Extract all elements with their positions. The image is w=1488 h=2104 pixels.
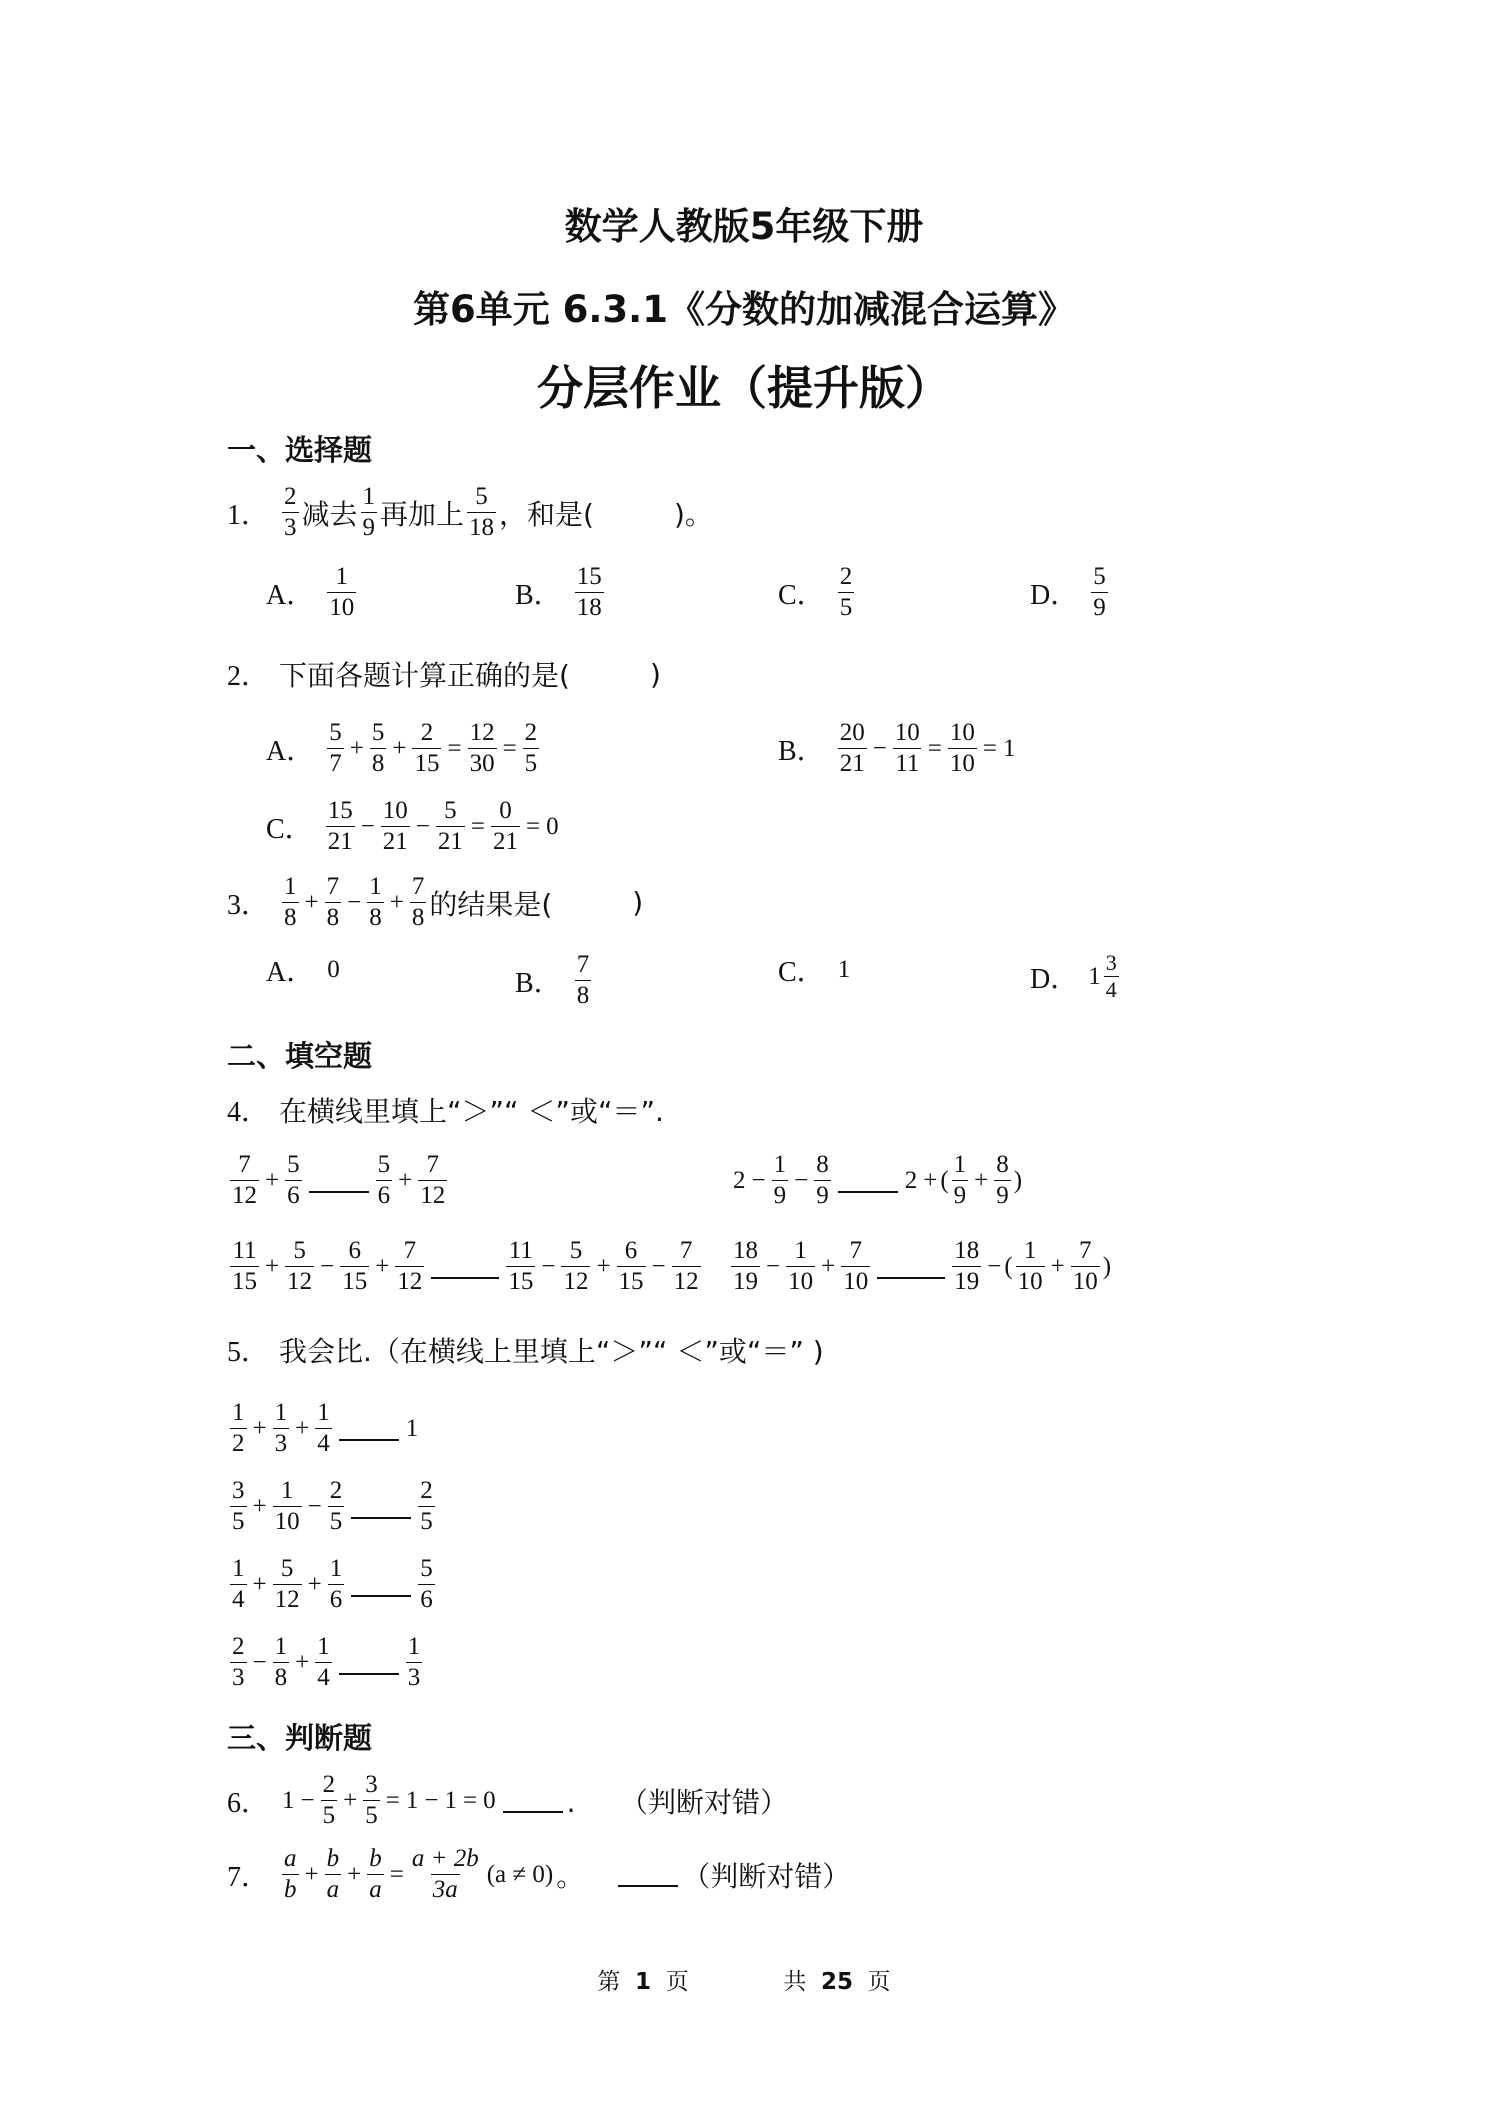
question-5: 5． 我会比.（在横线上里填上“＞”“ ＜”或“＝” ) xyxy=(227,1335,824,1368)
section-choice-heading: 一、选择题 xyxy=(227,433,373,467)
q4-blank-1[interactable] xyxy=(309,1169,369,1193)
q3-option-d[interactable]: D． 1 $\frac{3}{4}$ xyxy=(1030,950,1117,1002)
q3-option-a[interactable]: A． 0 xyxy=(266,956,340,988)
q5-row-3: $\frac{1}{4}$ + $\frac{5}{12}$ + $\frac{1}{6}$ $\frac{5}{6}$ xyxy=(232,1555,433,1613)
q4-row2-right: $\frac{18}{19}$ − $\frac{1}{10}$ + $\frac{7}{10}$ $\frac{18}{19}$ − ( $\frac{1}{10}$ + $\frac{7}{10}$ ) xyxy=(733,1237,1112,1295)
q1-option-b[interactable]: B． $\frac{15}{18}$ xyxy=(515,563,602,621)
q5-row-4: $\frac{2}{3}$ − $\frac{1}{8}$ + $\frac{1}{4}$ $\frac{1}{3}$ xyxy=(232,1633,421,1691)
q7-blank[interactable] xyxy=(618,1863,678,1887)
q6-blank[interactable] xyxy=(503,1789,563,1813)
q3-option-b[interactable]: B． $\frac{7}{8}$ xyxy=(515,951,590,1009)
q1-text-4: )。 xyxy=(673,497,713,531)
q1-fraction-1: $\frac{2}{3}$ xyxy=(284,483,297,541)
section-fill-heading: 二、填空题 xyxy=(227,1039,373,1073)
doc-title-line1: 数学人教版5年级下册 xyxy=(564,205,924,248)
q5-blank-4[interactable] xyxy=(339,1651,399,1675)
page-footer: 第 1 页 共 25 页 xyxy=(597,1969,891,1995)
q1-text-1: 减去 xyxy=(301,497,358,531)
q2-option-c[interactable]: C． $\frac{15}{21}$ − $\frac{10}{21}$ − $\frac{5}{21}$ = $\frac{0}{21}$ = 0 xyxy=(266,797,559,855)
q1-option-c[interactable]: C． $\frac{2}{5}$ xyxy=(778,563,853,621)
question-4: 4． 在横线里填上“＞”“ ＜”或“＝”. xyxy=(227,1095,664,1128)
q5-row-2: $\frac{3}{5}$ + $\frac{1}{10}$ − $\frac{2}{5}$ $\frac{2}{5}$ xyxy=(232,1477,433,1535)
q4-row1-right: 2 − $\frac{1}{9}$ − $\frac{8}{9}$ 2 + ( $\frac{1}{9}$ + $\frac{8}{9}$ ) xyxy=(733,1151,1023,1209)
question-1 xyxy=(227,482,713,543)
question-2: 2． 下面各题计算正确的是( ) xyxy=(227,657,661,692)
section-judge-heading: 三、判断题 xyxy=(227,1721,373,1755)
q4-row1-left: $\frac{7}{12}$ + $\frac{5}{6}$ $\frac{5}{6}$ + $\frac{7}{12}$ xyxy=(232,1151,446,1209)
doc-title-line3: 分层作业（提升版） xyxy=(537,361,951,415)
q5-blank-3[interactable] xyxy=(351,1573,411,1597)
q3-option-c[interactable]: C． 1 xyxy=(778,956,851,988)
q4-blank-3[interactable] xyxy=(431,1255,499,1279)
doc-title-line2: 第6单元 6.3.1《分数的加减混合运算》 xyxy=(413,288,1075,331)
q5-blank-1[interactable] xyxy=(339,1417,399,1441)
q5-row-1: $\frac{1}{2}$ + $\frac{1}{3}$ + $\frac{1}{4}$ 1 xyxy=(232,1399,419,1457)
q1-text-2: 再加上 xyxy=(380,497,465,531)
q1-option-a[interactable]: A． $\frac{1}{10}$ xyxy=(266,563,355,621)
total-pages: 25 xyxy=(820,1969,853,1995)
q1-fraction-2: $\frac{1}{9}$ xyxy=(362,483,376,541)
q5-blank-2[interactable] xyxy=(351,1495,411,1519)
q1-fraction-3: $\frac{5}{18}$ xyxy=(469,483,495,541)
q2-option-a[interactable]: A． $\frac{5}{7}$ + $\frac{5}{8}$ + $\frac{2}{15}$ = $\frac{12}{30}$ = $\frac{2}{5}$ xyxy=(266,719,538,777)
q2-option-b[interactable]: B． $\frac{20}{21}$ − $\frac{10}{11}$ = $\frac{10}{10}$ = 1 xyxy=(778,719,1016,777)
q4-blank-4[interactable] xyxy=(877,1255,945,1279)
question-7: 7． $\frac{a}{b}$ + $\frac{b}{a}$ + $\frac{b}{a}$ = $\frac{a + 2b}{3a}$ (a ≠ 0) 。 （判断对错） xyxy=(227,1845,851,1903)
page-number: 1 xyxy=(635,1969,652,1995)
q1-text-3: ，和是( xyxy=(499,497,594,531)
q4-blank-2[interactable] xyxy=(838,1169,898,1193)
q1-option-d[interactable]: D． $\frac{5}{9}$ xyxy=(1030,563,1106,621)
question-6: 6． 1 − $\frac{2}{5}$ + $\frac{3}{5}$ = 1 − 1 = 0 . （判断对错） xyxy=(227,1771,788,1829)
q1-number: 1． xyxy=(227,499,270,531)
question-3: 3． $\frac{1}{8}$ + $\frac{7}{8}$ − $\frac{1}{8}$ + $\frac{7}{8}$ 的结果是( ) xyxy=(227,873,644,931)
q4-row2-left: $\frac{11}{15}$ + $\frac{5}{12}$ − $\frac{6}{15}$ + $\frac{7}{12}$ $\frac{11}{15}$ − $\frac{5}{12}$ + $\frac{6}{15}$ − $\frac{7}{12}$ xyxy=(232,1237,699,1295)
